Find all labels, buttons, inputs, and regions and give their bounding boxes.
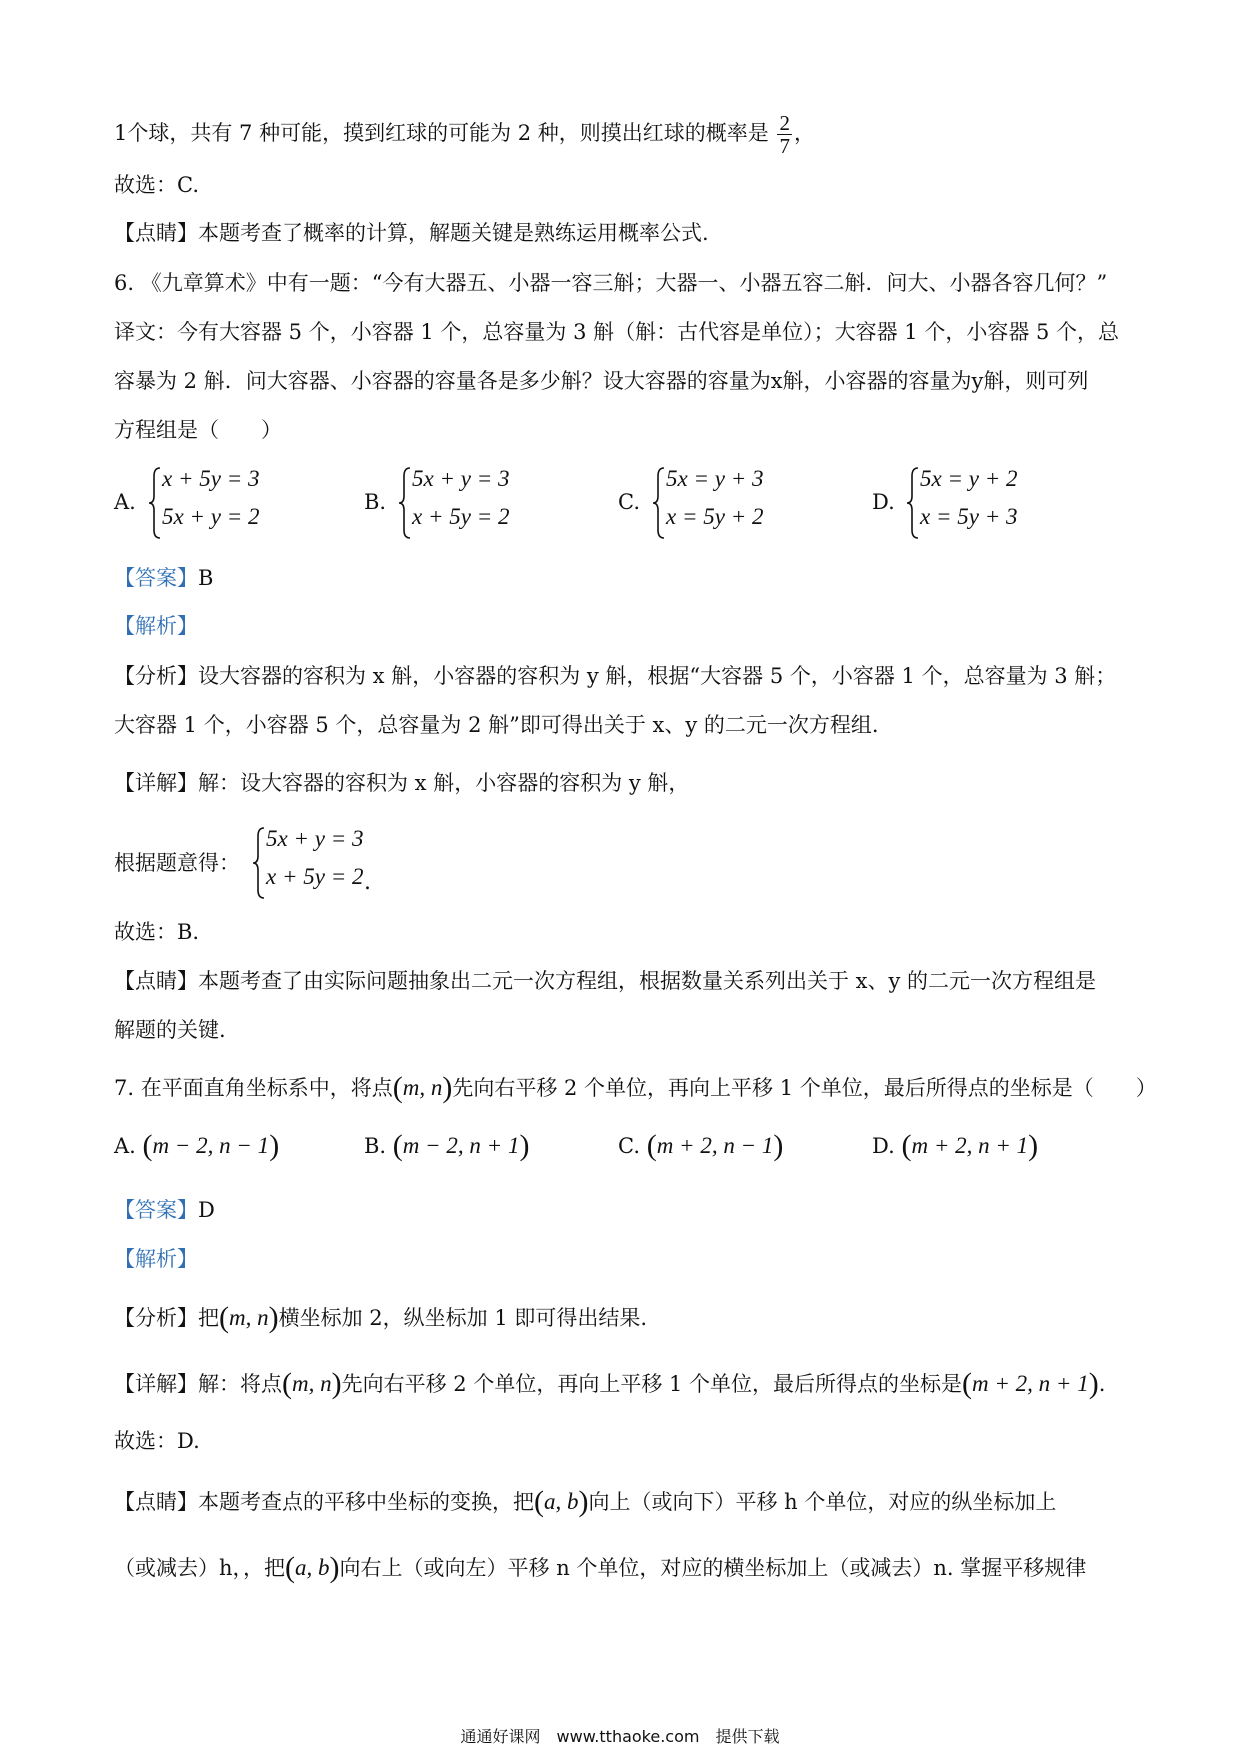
q6-fenxi-line2: 大容器 1 个，小容器 5 个，总容量为 2 斛”即可得出关于 x、y 的二元一次方程组. xyxy=(114,713,879,737)
q7-jiexi-tag: 【解析】 xyxy=(114,1247,198,1271)
q6-equation-system: 5x + y = 3 x + 5y = 2 . xyxy=(252,826,392,900)
q7-stem: 7. 在平面直角坐标系中，将点(m, n)先向右平移 2 个单位，再向上平移 1 个单位，最后所得点的坐标是（ ） xyxy=(114,1071,1157,1104)
q6-dianjing-line2: 解题的关键. xyxy=(114,1018,226,1042)
q6-option-label: B. xyxy=(364,490,387,514)
q6-option-system: 5x = y + 2 x = 5y + 3 xyxy=(906,466,1056,540)
q7-answer: 【答案】D xyxy=(114,1198,215,1222)
q7-option: A. (m − 2, n − 1) xyxy=(114,1129,280,1162)
q6-option-system: 5x + y = 3 x + 5y = 2 xyxy=(398,466,548,540)
q5-probability-line: 1个球，共有 7 种可能，摸到红球的可能为 2 种，则摸出红球的概率是 $\frac{2}{7}$ ， xyxy=(114,111,815,158)
q7-fenxi: 【分析】把(m, n)横坐标加 2，纵坐标加 1 即可得出结果. xyxy=(114,1301,648,1334)
q6-fenxi-line1: 【分析】设大容器的容积为 x 斛，小容器的容积为 y 斛，根据“大容器 5 个，小容器 1 个，总容量为 3 斛； xyxy=(114,664,1117,688)
q6-option-label: A. xyxy=(114,490,136,514)
q6-answer: 【答案】B xyxy=(114,566,214,590)
q5-dianjing: 【点睛】本题考查了概率的计算，解题关键是熟练运用概率公式. xyxy=(114,221,709,245)
q6-stem-line3: 容暴为 2 斛．问大容器、小容器的容量各是多少斛？设大容器的容量为x斛，小容器的容量为y斛，则可列 xyxy=(114,369,1089,393)
q6-option-label: C. xyxy=(618,490,640,514)
q6-stem-line1: 6. 《九章算术》中有一题：“今有大器五、小器一容三斛；大器一、小器五容二斛．问大、小器各容几何？” xyxy=(114,271,1108,295)
q6-xiangjie: 【详解】解：设大容器的容积为 x 斛，小容器的容积为 y 斛， xyxy=(114,771,690,795)
q6-stem-line4: 方程组是（ ） xyxy=(114,418,282,442)
left-brace-icon xyxy=(398,466,412,540)
page-footer: 通通好课网 www.tthaoke.com 提供下载 xyxy=(460,1727,780,1746)
q7-dianjing-line1: 【点睛】本题考查点的平移中坐标的变换，把(a, b)向上（或向下）平移 h 个单位，对应的纵坐标加上 xyxy=(114,1485,1057,1518)
left-brace-icon xyxy=(252,826,266,900)
q7-option: D. (m + 2, n + 1) xyxy=(872,1129,1039,1162)
q7-option: B. (m − 2, n + 1) xyxy=(364,1129,530,1162)
q7-dianjing-line2: （或减去）h，，把(a, b)向右上（或向左）平移 n 个单位，对应的横坐标加上（或减去）n. 掌握平移规律 xyxy=(114,1551,1087,1584)
q7-xiangjie: 【详解】解：将点(m, n)先向右平移 2 个单位，再向上平移 1 个单位，最后所得点的坐标是(m + 2, n + 1). xyxy=(114,1367,1106,1400)
q7-choice: 故选：D. xyxy=(114,1429,200,1453)
q6-genju: 根据题意得： xyxy=(114,851,240,875)
left-brace-icon xyxy=(652,466,666,540)
q6-stem-line2: 译文：今有大容器 5 个，小容器 1 个，总容量为 3 斛（斛：古代容是单位）；大容器 1 个，小容器 5 个，总 xyxy=(114,320,1120,344)
q6-choice: 故选：B. xyxy=(114,920,200,944)
left-brace-icon xyxy=(148,466,162,540)
q6-option-system: x + 5y = 3 5x + y = 2 xyxy=(148,466,298,540)
fraction: $\frac{2}{7}$ xyxy=(779,111,790,158)
q6-jiexi-tag: 【解析】 xyxy=(114,614,198,638)
q6-dianjing-line1: 【点睛】本题考查了由实际问题抽象出二元一次方程组，根据数量关系列出关于 x、y 的二元一次方程组是 xyxy=(114,969,1097,993)
q7-option: C. (m + 2, n − 1) xyxy=(618,1129,784,1162)
left-brace-icon xyxy=(906,466,920,540)
q6-option-label: D. xyxy=(872,490,895,514)
q5-choice: 故选：C. xyxy=(114,173,199,197)
q6-option-system: 5x = y + 3 x = 5y + 2 xyxy=(652,466,802,540)
